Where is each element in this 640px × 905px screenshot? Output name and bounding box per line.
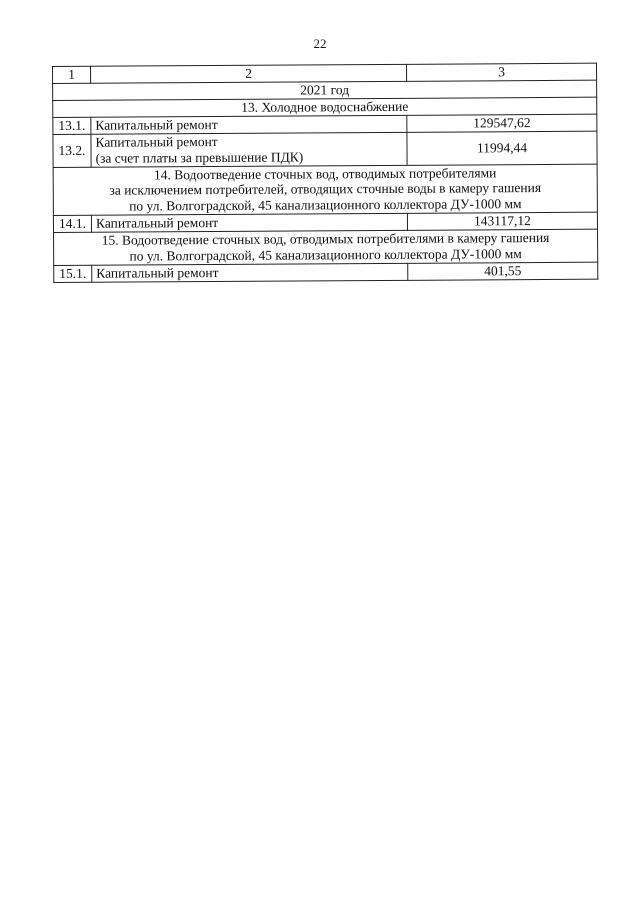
row-number: 13.2. bbox=[53, 134, 91, 167]
row-value: 11994,44 bbox=[407, 131, 597, 165]
page-number: 22 bbox=[313, 36, 327, 51]
column-header-2: 2 bbox=[91, 64, 407, 83]
row-description: Капитальный ремонт bbox=[91, 115, 407, 134]
section-14-title-line: по ул. Волгоградской, 45 канализационного коллектора ДУ-1000 мм bbox=[129, 196, 522, 214]
section-13-title: 13. Холодное водоснабжение bbox=[53, 97, 597, 117]
section-14-header bbox=[53, 164, 597, 216]
row-description: Капитальный ремонт bbox=[92, 263, 408, 282]
row-value: 401,55 bbox=[408, 262, 598, 280]
row-description-line: (за счет платы за превышение ПДК) bbox=[95, 149, 304, 166]
section-15-title bbox=[54, 229, 598, 265]
section-15-title-line: по ул. Волгоградской, 45 канализационного коллектора ДУ-1000 мм bbox=[129, 246, 522, 264]
section-14-title bbox=[53, 164, 597, 216]
year-label: 2021 год bbox=[53, 80, 597, 100]
row-description-line: Капитальный ремонт bbox=[95, 133, 218, 150]
section-15-header bbox=[54, 229, 598, 265]
row-number: 15.1. bbox=[54, 265, 92, 282]
table-row bbox=[54, 262, 598, 282]
row-value: 143117,12 bbox=[407, 212, 597, 230]
column-header-3: 3 bbox=[406, 63, 596, 81]
table-row bbox=[53, 131, 597, 167]
row-description: Капитальный ремонт bbox=[91, 214, 407, 233]
row-description bbox=[91, 132, 407, 167]
section-14-title-line: 14. Водоотведение сточных вод, отводимых потребителями bbox=[153, 164, 497, 182]
column-header-1: 1 bbox=[53, 66, 91, 83]
row-number: 14.1. bbox=[53, 216, 91, 233]
tariff-table bbox=[52, 63, 598, 283]
row-value: 129547,62 bbox=[407, 114, 597, 132]
row-number: 13.1. bbox=[53, 117, 91, 134]
section-14-title-line: за исключением потребителей, отводящих сточные воды в камеру гашения bbox=[109, 180, 542, 199]
section-15-title-line: 15. Водоотведение сточных вод, отводимых потребителями в камеру гашения bbox=[101, 230, 550, 248]
